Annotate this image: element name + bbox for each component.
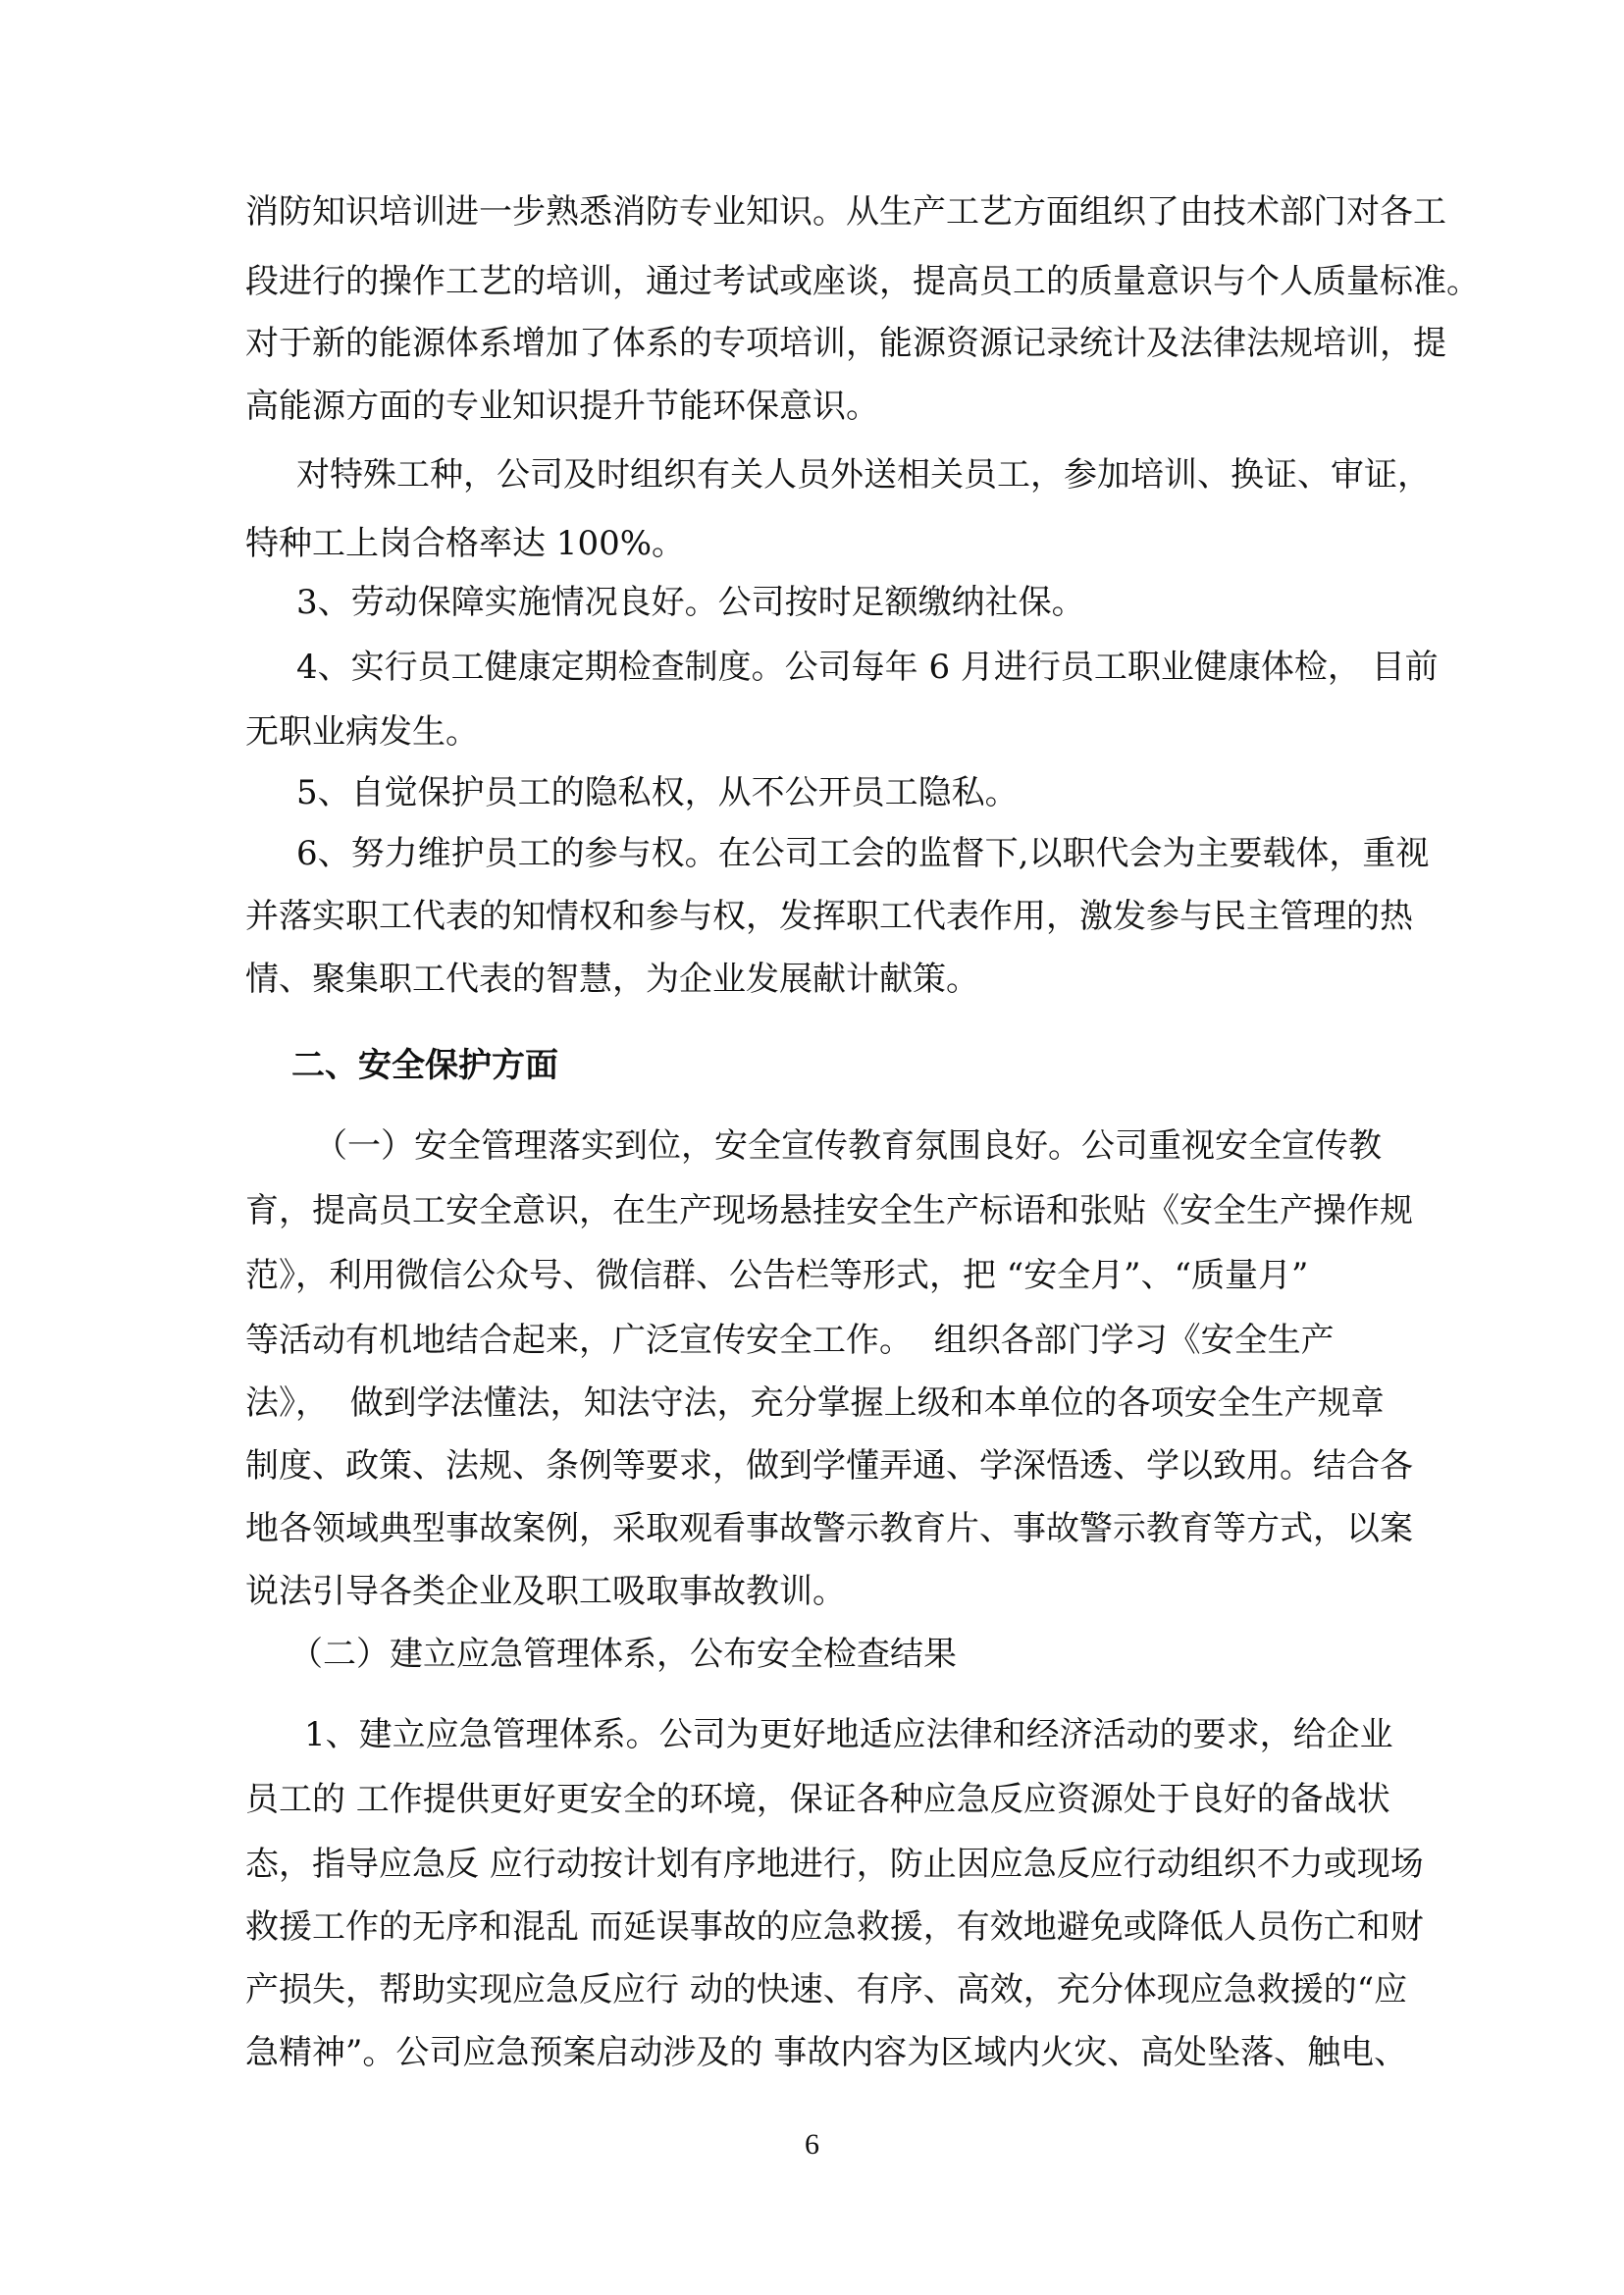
body-text-line: 制度、政策、法规、条例等要求，做到学懂弄通、学深悟透、学以致用。结合各 <box>245 1446 1413 1486</box>
body-text-line: 并落实职工代表的知情权和参与权，发挥职工代表作用，激发参与民主管理的热 <box>245 897 1413 936</box>
body-text-line: 法》， 做到学法懂法，知法守法，充分掌握上级和本单位的各项安全生产规章 <box>245 1383 1385 1423</box>
body-text-line: 范》，利用微信公众号、微信群、公告栏等形式，把 “安全月”、“质量月” <box>245 1256 1309 1295</box>
body-text-line: 育，提高员工安全意识，在生产现场悬挂安全生产标语和张贴《安全生产操作规 <box>245 1191 1413 1230</box>
body-text-line: 对于新的能源体系增加了体系的专项培训，能源资源记录统计及法律法规培训，提 <box>245 324 1446 363</box>
body-text-line: 4、实行员工健康定期检查制度。公司每年 6 月进行员工职业健康体检， 目前 <box>296 648 1439 687</box>
page-number: 6 <box>805 2128 819 2161</box>
body-text-line: 6、努力维护员工的参与权。在公司工会的监督下,以职代会为主要载体，重视 <box>296 834 1430 873</box>
body-text-line: 5、自觉保护员工的隐私权，从不公开员工隐私。 <box>296 773 1019 812</box>
body-text-line: 1、建立应急管理体系。公司为更好地适应法律和经济活动的要求，给企业 <box>304 1715 1393 1754</box>
body-text-line: 段进行的操作工艺的培训，通过考试或座谈，提高员工的质量意识与个人质量标准。 <box>245 262 1480 301</box>
body-text-line: 情、聚集职工代表的智慧，为企业发展献计献策。 <box>245 960 979 999</box>
section-heading: 二、安全保护方面 <box>291 1046 558 1085</box>
body-text-line: （二）建立应急管理体系，公布安全检查结果 <box>289 1635 957 1674</box>
body-text-line: 说法引导各类企业及职工吸取事故教训。 <box>245 1572 846 1611</box>
body-text-line: 特种工上岗合格率达 100%。 <box>245 524 686 563</box>
body-text-line: 高能源方面的专业知识提升节能环保意识。 <box>245 387 879 426</box>
body-text-line: 急精神”。公司应急预案启动涉及的 事故内容为区域内火灾、高处坠落、触电、 <box>245 2033 1408 2072</box>
body-text-line: 3、劳动保障实施情况良好。公司按时足额缴纳社保。 <box>296 583 1085 622</box>
body-text-line: 无职业病发生。 <box>245 712 479 752</box>
body-text-line: 对特殊工种，公司及时组织有关人员外送相关员工，参加培训、换证、审证， <box>296 455 1431 495</box>
body-text-line: （一）安全管理落实到位，安全宣传教育氛围良好。公司重视安全宣传教 <box>314 1126 1382 1166</box>
body-text-line: 产损失，帮助实现应急反应行 动的快速、有序、高效，充分体现应急救援的“应 <box>245 1970 1408 2009</box>
body-text-line: 态，指导应急反 应行动按计划有序地进行，防止因应急反应行动组织不力或现场 <box>245 1845 1424 1884</box>
body-text-line: 地各领域典型事故案例，采取观看事故警示教育片、事故警示教育等方式，以案 <box>245 1509 1413 1548</box>
body-text-line: 员工的 工作提供更好更安全的环境，保证各种应急反应资源处于良好的备战状 <box>245 1780 1390 1819</box>
body-text-line: 消防知识培训进一步熟悉消防专业知识。从生产工艺方面组织了由技术部门对各工 <box>245 192 1446 232</box>
body-text-line: 等活动有机地结合起来，广泛宣传安全工作。 组织各部门学习《安全生产 <box>245 1321 1335 1360</box>
body-text-line: 救援工作的无序和混乱 而延误事故的应急救援，有效地避免或降低人员伤亡和财 <box>245 1907 1424 1947</box>
